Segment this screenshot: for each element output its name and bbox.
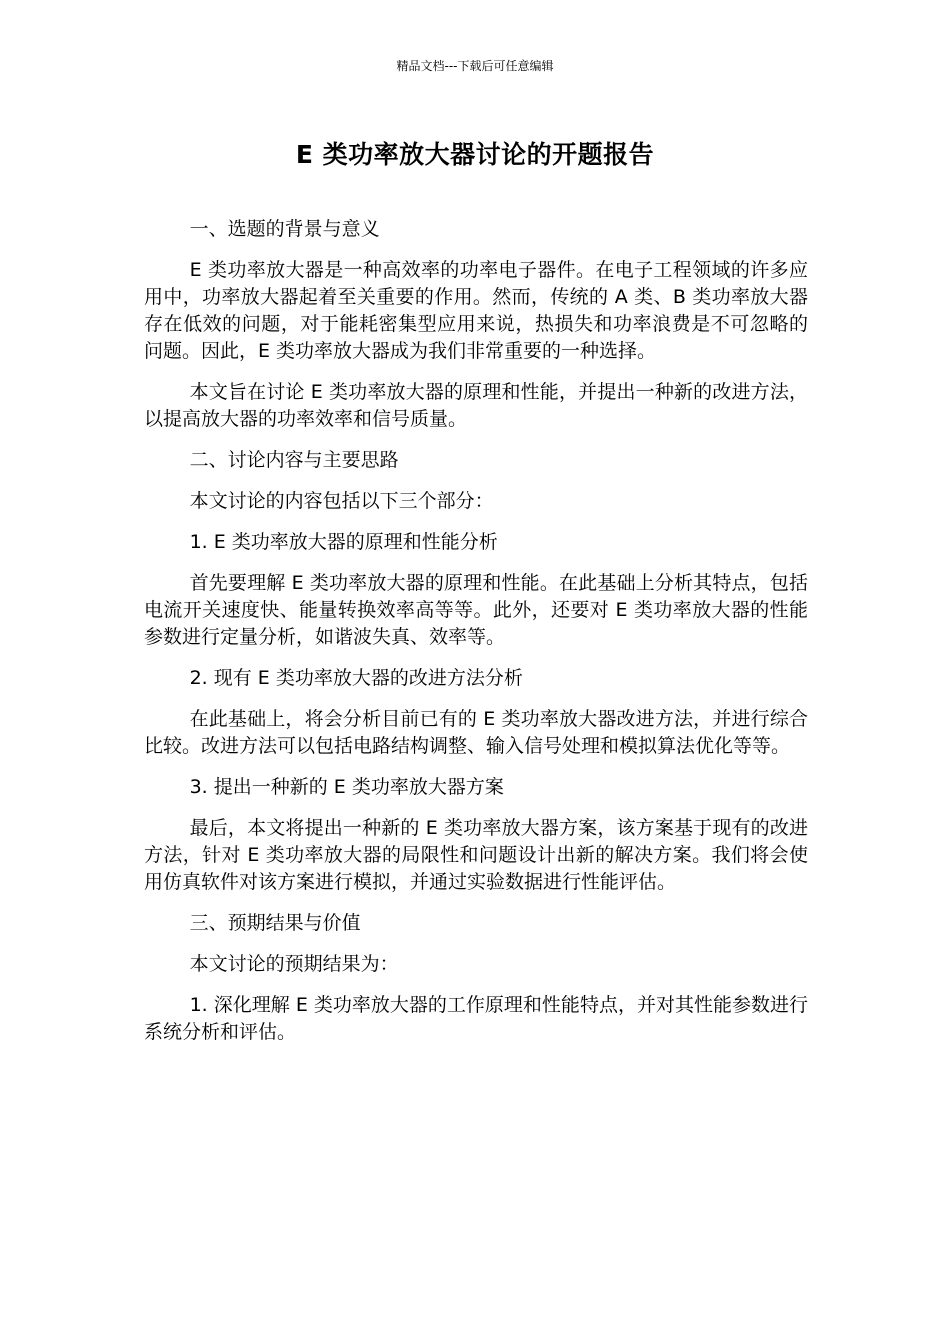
document-title: E 类功率放大器讨论的开题报告: [295, 140, 655, 169]
section-heading-content: 二、讨论内容与主要思路: [189, 449, 399, 471]
page-header: 精品文档---下载后可任意编辑: [396, 59, 554, 73]
paragraph-content-intro: 本文讨论的内容包括以下三个部分：: [189, 490, 494, 512]
list-item-heading-3: 3. 提出一种新的 E 类功率放大器方案: [189, 776, 504, 798]
paragraph-item-1: 首先要理解 E 类功率放大器的原理和性能。在此基础上分析其特点，包括电流开关速度快、能量转换效率高等等。此外，还要对 E 类功率放大器的性能参数进行定量分析，如谐波失真、效率等。: [144, 572, 808, 648]
paragraph-item-2: 在此基础上，将会分析目前已有的 E 类功率放大器改进方法，并进行综合比较。改进方法可以包括电路结构调整、输入信号处理和模拟算法优化等等。: [144, 708, 808, 757]
list-item-result-1: 1. 深化理解 E 类功率放大器的工作原理和性能特点，并对其性能参数进行系统分析和评估。: [144, 994, 808, 1043]
paragraph-purpose: 本文旨在讨论 E 类功率放大器的原理和性能，并提出一种新的改进方法，以提高放大器的功率效率和信号质量。: [144, 381, 808, 430]
section-heading-results: 三、预期结果与价值: [189, 912, 361, 934]
paragraph-background-intro: E 类功率放大器是一种高效率的功率电子器件。在电子工程领域的许多应用中，功率放大器起着至关重要的作用。然而，传统的 A 类、B 类功率放大器存在低效的问题，对于能耗密集型应用来说，热损失和功率浪费是不可忽略的问题。因此，E 类功率放大器成为我们非常重要的一种选择。: [144, 259, 808, 362]
list-item-heading-1: 1. E 类功率放大器的原理和性能分析: [189, 531, 498, 553]
section-heading-background: 一、选题的背景与意义: [189, 218, 380, 240]
document-body: [144, 216, 808, 1060]
list-item-heading-2: 2. 现有 E 类功率放大器的改进方法分析: [189, 667, 523, 689]
paragraph-results-intro: 本文讨论的预期结果为：: [189, 953, 399, 975]
paragraph-item-3: 最后，本文将提出一种新的 E 类功率放大器方案，该方案基于现有的改进方法，针对 E 类功率放大器的局限性和问题设计出新的解决方案。我们将会使用仿真软件对该方案进行模拟，并通过实验数据进行性能评估。: [144, 817, 808, 893]
